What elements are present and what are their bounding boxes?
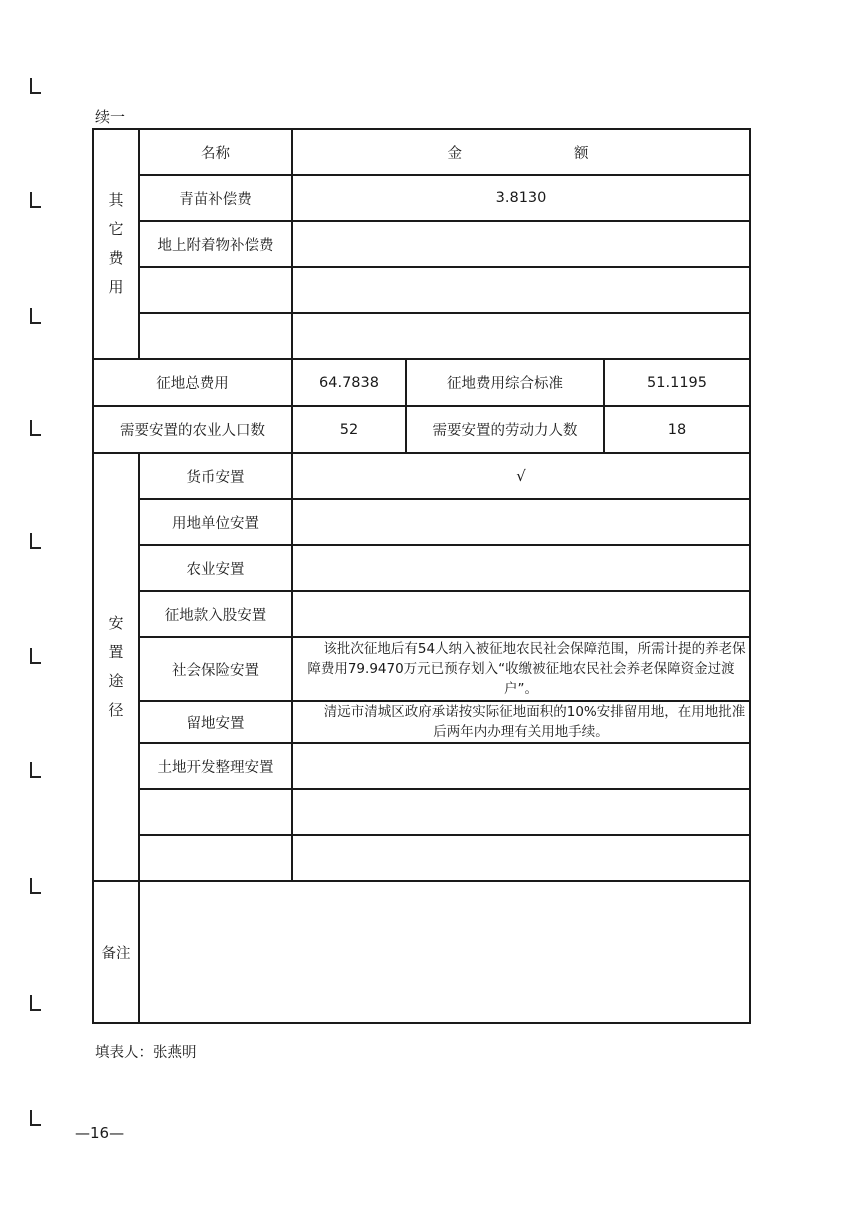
continued-label: 续一 <box>95 108 126 126</box>
amount-header: 金 额 <box>292 129 750 175</box>
total-fee-value: 64.7838 <box>292 359 406 406</box>
form-preparer: 填表人：张燕明 <box>95 1045 197 1061</box>
resettlement-name-cell <box>139 789 292 835</box>
remarks-label: 备注 <box>93 881 139 1023</box>
total-fee-label: 征地总费用 <box>93 359 292 406</box>
fee-amount-cell: 3.8130 <box>292 175 750 221</box>
page-number: —16— <box>75 1124 125 1142</box>
standard-value: 51.1195 <box>604 359 750 406</box>
other-fees-group-label: 其 它 费 用 <box>93 129 139 359</box>
agri-pop-label: 需要安置的农业人口数 <box>93 406 292 453</box>
binder-mark <box>30 1110 41 1126</box>
name-header: 名称 <box>139 129 292 175</box>
standard-label: 征地费用综合标准 <box>406 359 604 406</box>
resettlement-name-cell: 征地款入股安置 <box>139 591 292 637</box>
resettlement-name-cell: 用地单位安置 <box>139 499 292 545</box>
land-acquisition-form <box>92 128 751 1024</box>
resettlement-name-cell: 土地开发整理安置 <box>139 743 292 789</box>
resettlement-group-label: 安 置 途 径 <box>93 453 139 881</box>
fee-amount-cell <box>292 313 750 359</box>
resettlement-name-cell: 货币安置 <box>139 453 292 499</box>
labor-value: 18 <box>604 406 750 453</box>
binder-mark <box>30 648 41 664</box>
resettlement-name-cell <box>139 835 292 881</box>
binder-mark <box>30 308 41 324</box>
resettlement-value-cell <box>292 835 750 881</box>
fee-name-cell: 地上附着物补偿费 <box>139 221 292 267</box>
binder-mark <box>30 192 41 208</box>
social-insurance-description: 该批次征地后有54人纳入被征地农民社会保障范围，所需计提的养老保障费用79.9470万元已预存划入“收缴被征地农民社会养老保障资金过渡户”。 <box>292 637 750 701</box>
binder-mark <box>30 995 41 1011</box>
binder-mark <box>30 420 41 436</box>
fee-name-cell: 青苗补偿费 <box>139 175 292 221</box>
resettlement-name-cell: 社会保险安置 <box>139 637 292 701</box>
resettlement-value-cell <box>292 499 750 545</box>
binder-mark <box>30 78 41 94</box>
fee-amount-cell <box>292 221 750 267</box>
fee-name-cell <box>139 267 292 313</box>
binder-mark <box>30 533 41 549</box>
fee-amount-cell <box>292 267 750 313</box>
resettlement-name-cell: 农业安置 <box>139 545 292 591</box>
binder-mark <box>30 762 41 778</box>
resettlement-value-cell <box>292 545 750 591</box>
resettlement-check-mark: √ <box>292 453 750 499</box>
resettlement-value-cell <box>292 591 750 637</box>
resettlement-value-cell <box>292 743 750 789</box>
remarks-value <box>139 881 750 1023</box>
resettlement-value-cell <box>292 789 750 835</box>
agri-pop-value: 52 <box>292 406 406 453</box>
fee-name-cell <box>139 313 292 359</box>
binder-mark <box>30 878 41 894</box>
labor-label: 需要安置的劳动力人数 <box>406 406 604 453</box>
resettlement-name-cell: 留地安置 <box>139 701 292 743</box>
reserved-land-description: 清远市清城区政府承诺按实际征地面积的10%安排留用地，在用地批准后两年内办理有关用地手续。 <box>292 701 750 743</box>
